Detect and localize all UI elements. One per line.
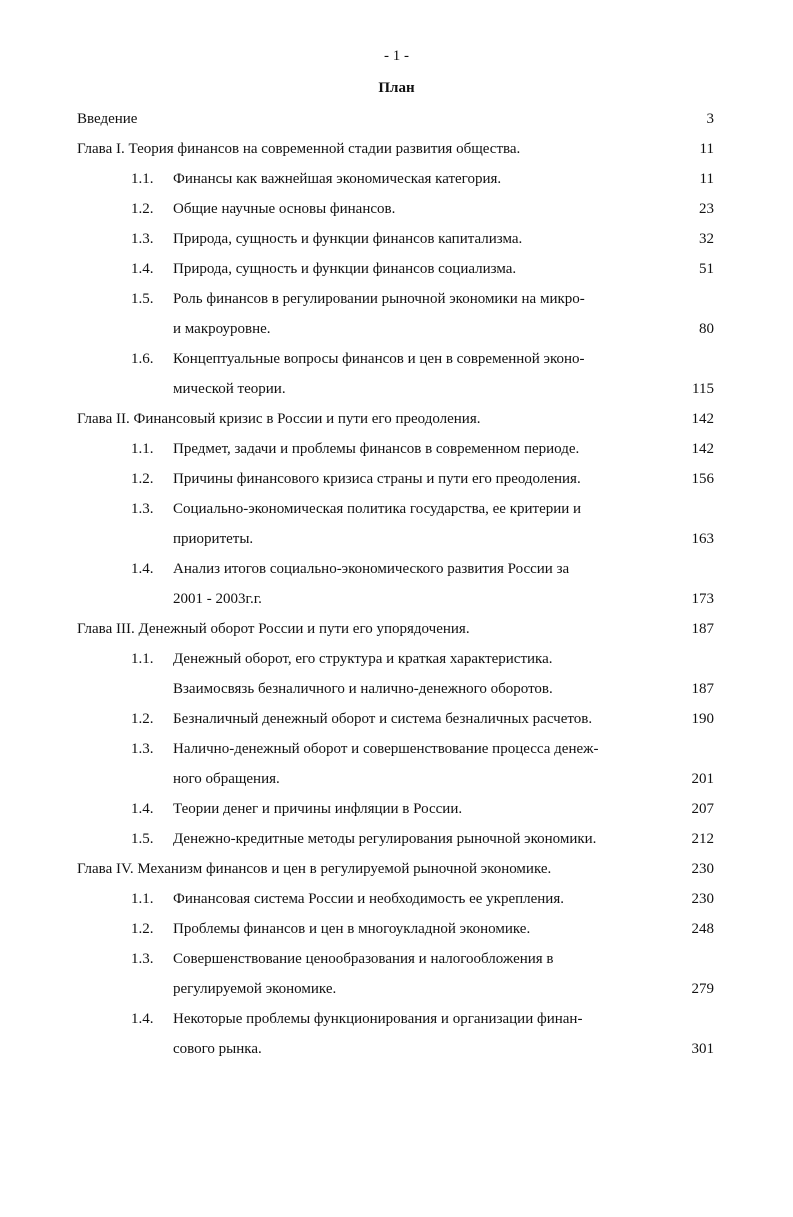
toc-line bbox=[0, 1004, 793, 1034]
toc-line bbox=[0, 794, 793, 824]
toc-line bbox=[0, 284, 793, 314]
toc-section-number: 1.4. bbox=[131, 261, 154, 277]
toc-page-number: 279 bbox=[691, 981, 714, 997]
toc-page-number: 207 bbox=[691, 801, 714, 817]
toc-entry-text: Глава III. Денежный оборот России и пути его упорядочения. bbox=[77, 621, 470, 637]
toc-entry-text: Введение bbox=[77, 111, 138, 127]
toc-line bbox=[0, 764, 793, 794]
toc-line bbox=[0, 104, 793, 134]
toc-entry-text: ного обращения. bbox=[173, 771, 280, 787]
toc-entry-text: Предмет, задачи и проблемы финансов в современном периоде. bbox=[173, 441, 580, 457]
toc-line bbox=[0, 914, 793, 944]
toc-line bbox=[0, 164, 793, 194]
toc-section-number: 1.4. bbox=[131, 561, 154, 577]
toc-entry-text: Роль финансов в регулировании рыночной экономики на микро- bbox=[173, 291, 585, 307]
toc-entry-text: Причины финансового кризиса страны и пути его преодоления. bbox=[173, 471, 581, 487]
toc-page-number: 187 bbox=[691, 621, 714, 637]
toc-section-number: 1.3. bbox=[131, 231, 154, 247]
toc-section-number: 1.3. bbox=[131, 741, 154, 757]
toc-entry-text: Безналичный денежный оборот и система безналичных расчетов. bbox=[173, 711, 593, 727]
toc-line bbox=[0, 614, 793, 644]
toc-page-number: 248 bbox=[691, 921, 714, 937]
toc-section-number: 1.3. bbox=[131, 951, 154, 967]
table-of-contents bbox=[0, 104, 793, 1064]
toc-entry-text: 2001 - 2003г.г. bbox=[173, 591, 262, 607]
toc-section-number: 1.1. bbox=[131, 171, 154, 187]
toc-entry-text: и макроуровне. bbox=[173, 321, 271, 337]
toc-entry-text: Финансовая система России и необходимость ее укрепления. bbox=[173, 891, 564, 907]
toc-line bbox=[0, 854, 793, 884]
toc-page-number: 3 bbox=[706, 111, 714, 127]
toc-line bbox=[0, 1034, 793, 1064]
toc-section-number: 1.6. bbox=[131, 351, 154, 367]
toc-section-number: 1.4. bbox=[131, 1011, 154, 1027]
toc-entry-text: Глава IV. Механизм финансов и цен в регулируемой рыночной экономике. bbox=[77, 861, 552, 877]
toc-entry-text: Природа, сущность и функции финансов капитализма. bbox=[173, 231, 523, 247]
toc-entry-text: приоритеты. bbox=[173, 531, 254, 547]
toc-section-number: 1.1. bbox=[131, 651, 154, 667]
toc-line bbox=[0, 404, 793, 434]
toc-entry-text: Совершенствование ценообразования и налогообложения в bbox=[173, 951, 554, 967]
toc-line bbox=[0, 374, 793, 404]
toc-entry-text: Глава I. Теория финансов на современной стадии развития общества. bbox=[77, 141, 521, 157]
toc-page-number: 230 bbox=[691, 891, 714, 907]
toc-page-number: 142 bbox=[691, 411, 714, 427]
toc-page-number: 201 bbox=[691, 771, 714, 787]
toc-entry-text: Взаимосвязь безналичного и налично-денежного оборотов. bbox=[173, 681, 553, 697]
toc-page-number: 230 bbox=[691, 861, 714, 877]
toc-page-number: 187 bbox=[691, 681, 714, 697]
toc-line bbox=[0, 554, 793, 584]
toc-section-number: 1.2. bbox=[131, 201, 154, 217]
toc-line bbox=[0, 584, 793, 614]
toc-section-number: 1.5. bbox=[131, 831, 154, 847]
toc-section-number: 1.2. bbox=[131, 471, 154, 487]
toc-entry-text: Проблемы финансов и цен в многоукладной экономике. bbox=[173, 921, 531, 937]
toc-page-number: 115 bbox=[692, 381, 714, 397]
toc-entry-text: Денежно-кредитные методы регулирования рыночной экономики. bbox=[173, 831, 597, 847]
toc-section-number: 1.1. bbox=[131, 441, 154, 457]
toc-entry-text: мической теории. bbox=[173, 381, 286, 397]
toc-entry-text: Глава II. Финансовый кризис в России и пути его преодоления. bbox=[77, 411, 481, 427]
toc-entry-text: Социально-экономическая политика государства, ее критерии и bbox=[173, 501, 582, 517]
toc-page-number: 51 bbox=[699, 261, 714, 277]
toc-line bbox=[0, 974, 793, 1004]
toc-page-number: 301 bbox=[691, 1041, 714, 1057]
toc-line bbox=[0, 344, 793, 374]
toc-page-number: 32 bbox=[699, 231, 714, 247]
toc-line bbox=[0, 734, 793, 764]
toc-section-number: 1.5. bbox=[131, 291, 154, 307]
toc-entry-text: Финансы как важнейшая экономическая категория. bbox=[173, 171, 502, 187]
toc-line bbox=[0, 464, 793, 494]
toc-line bbox=[0, 524, 793, 554]
toc-line bbox=[0, 824, 793, 854]
toc-entry-text: Концептуальные вопросы финансов и цен в современной эконо- bbox=[173, 351, 585, 367]
toc-line bbox=[0, 884, 793, 914]
toc-line bbox=[0, 644, 793, 674]
page-number: - 1 - bbox=[384, 48, 409, 64]
toc-line bbox=[0, 314, 793, 344]
toc-page-number: 23 bbox=[699, 201, 714, 217]
toc-section-number: 1.3. bbox=[131, 501, 154, 517]
toc-entry-text: регулируемой экономике. bbox=[173, 981, 337, 997]
toc-section-number: 1.4. bbox=[131, 801, 154, 817]
toc-section-number: 1.2. bbox=[131, 711, 154, 727]
toc-entry-text: Налично-денежный оборот и совершенствование процесса денеж- bbox=[173, 741, 599, 757]
toc-line bbox=[0, 674, 793, 704]
toc-page-number: 142 bbox=[691, 441, 714, 457]
toc-entry-text: Общие научные основы финансов. bbox=[173, 201, 396, 217]
toc-entry-text: Анализ итогов социально-экономического развития России за bbox=[173, 561, 570, 577]
toc-page-number: 156 bbox=[691, 471, 714, 487]
toc-page-number: 190 bbox=[691, 711, 714, 727]
toc-section-number: 1.1. bbox=[131, 891, 154, 907]
toc-section-number: 1.2. bbox=[131, 921, 154, 937]
toc-page-number: 11 bbox=[699, 171, 714, 187]
page-title: План bbox=[378, 80, 415, 96]
toc-line bbox=[0, 254, 793, 284]
toc-line bbox=[0, 944, 793, 974]
toc-line bbox=[0, 494, 793, 524]
toc-entry-text: сового рынка. bbox=[173, 1041, 262, 1057]
toc-entry-text: Теории денег и причины инфляции в России. bbox=[173, 801, 463, 817]
toc-page-number: 163 bbox=[691, 531, 714, 547]
toc-entry-text: Денежный оборот, его структура и краткая характеристика. bbox=[173, 651, 553, 667]
toc-line bbox=[0, 434, 793, 464]
toc-line bbox=[0, 134, 793, 164]
toc-page-number: 11 bbox=[699, 141, 714, 157]
toc-page-number: 212 bbox=[691, 831, 714, 847]
toc-line bbox=[0, 194, 793, 224]
toc-entry-text: Природа, сущность и функции финансов социализма. bbox=[173, 261, 517, 277]
toc-page-number: 80 bbox=[699, 321, 714, 337]
toc-entry-text: Некоторые проблемы функционирования и организации финан- bbox=[173, 1011, 583, 1027]
toc-page-number: 173 bbox=[691, 591, 714, 607]
toc-line bbox=[0, 224, 793, 254]
toc-line bbox=[0, 704, 793, 734]
